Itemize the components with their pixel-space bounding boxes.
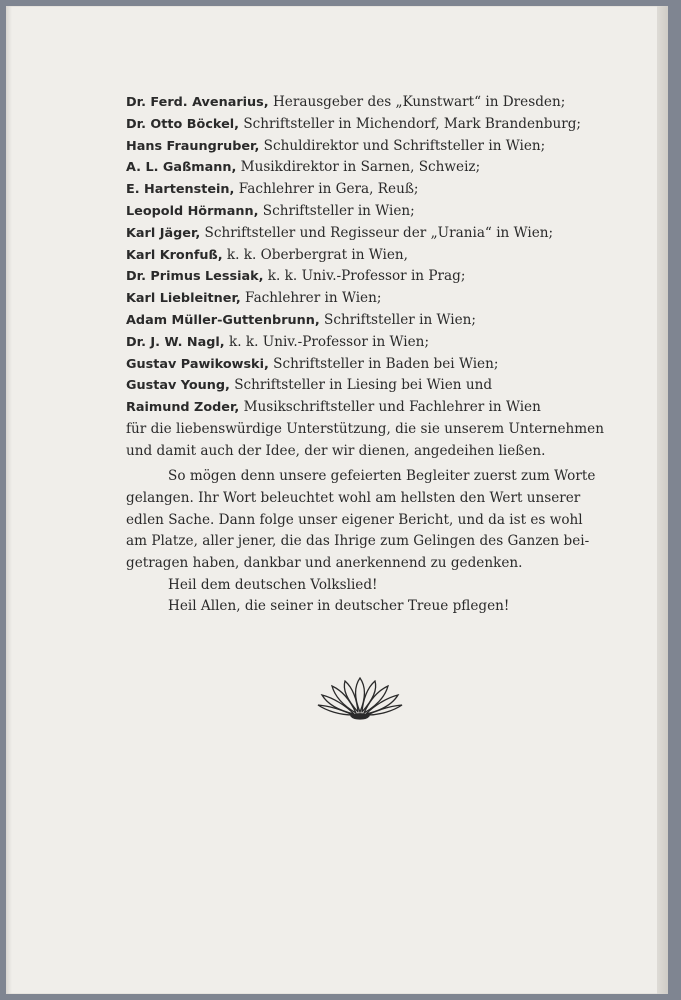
salutation-line <box>126 596 601 618</box>
list-item <box>126 92 601 114</box>
person-name: Karl Kronfuß, <box>126 247 223 263</box>
list-item <box>126 354 601 376</box>
person-name: A. L. Gaßmann, <box>126 160 237 176</box>
line-text: am Platze, aller jener, die das Ihrige zum Gelingen des Ganzen bei- <box>126 533 590 550</box>
person-name: E. Hartenstein, <box>126 182 235 198</box>
person-description: Musikdirektor in Sarnen, Schweiz; <box>236 159 481 176</box>
person-description: k. k. Univ.-Professor in Wien; <box>224 333 430 350</box>
person-description: Schriftsteller und Regisseur der „Urania“ in Wien; <box>200 224 554 241</box>
salutation-line <box>126 575 601 597</box>
person-description: Schriftsteller in Wien; <box>258 202 415 219</box>
person-name: Leopold Hörmann, <box>126 203 259 219</box>
line-text: getragen haben, dankbar und anerkennend zu gedenken. <box>126 555 523 572</box>
person-description: Schuldirektor und Schriftsteller in Wien; <box>259 137 546 154</box>
person-description: Fachlehrer in Wien; <box>240 290 382 307</box>
list-item <box>126 114 601 136</box>
person-name: Karl Jäger, <box>126 225 201 241</box>
list-item <box>126 310 601 332</box>
book-page <box>6 6 668 994</box>
person-name: Dr. Otto Böckel, <box>126 116 240 132</box>
list-item <box>126 245 601 267</box>
list-item <box>126 288 601 310</box>
line-text: für die liebenswürdige Unterstützung, die sie unserem Unternehmen <box>126 420 604 437</box>
list-item <box>126 136 601 158</box>
body-line <box>126 466 641 488</box>
person-name: Dr. Ferd. Avenarius, <box>126 95 269 110</box>
person-description: Schriftsteller in Liesing bei Wien und <box>229 377 493 394</box>
body-line <box>126 419 604 441</box>
list-item <box>126 375 601 397</box>
list-item <box>126 266 601 288</box>
line-text: edlen Sache. Dann folge unser eigener Bericht, und da ist es wohl <box>126 511 583 528</box>
line-text: gelangen. Ihr Wort beleuchtet wohl am hellsten den Wert unserer <box>126 490 581 507</box>
acknowledgement-list <box>126 92 601 419</box>
line-text: So mögen denn unsere gefeierten Begleiter zuerst zum Worte <box>168 468 596 485</box>
person-description: Schriftsteller in Wien; <box>319 311 476 328</box>
person-description: Herausgeber des „Kunstwart“ in Dresden; <box>268 94 566 110</box>
spine-shadow <box>6 6 12 994</box>
person-description: Fachlehrer in Gera, Reuß; <box>234 181 419 198</box>
person-name: Gustav Pawikowski, <box>126 356 269 372</box>
person-description: k. k. Univ.-Professor in Prag; <box>263 268 466 285</box>
line-text: Heil dem deutschen Volkslied! <box>168 576 378 593</box>
line-text: und damit auch der Idee, der wir dienen, angedeihen ließen. <box>126 442 546 459</box>
list-item <box>126 157 601 179</box>
person-name: Dr. J. W. Nagl, <box>126 334 225 350</box>
list-item <box>126 332 601 354</box>
palmette-ornament-icon <box>315 672 405 722</box>
person-name: Dr. Primus Lessiak, <box>126 269 264 285</box>
list-item <box>126 179 601 201</box>
person-name: Hans Fraungruber, <box>126 138 260 154</box>
closing-paragraph <box>126 419 604 462</box>
line-text: Heil Allen, die seiner in deutscher Treue pflegen! <box>168 598 510 615</box>
body-line <box>126 488 599 510</box>
person-name: Adam Müller-Guttenbrunn, <box>126 312 320 328</box>
person-description: k. k. Oberbergrat in Wien, <box>222 246 409 263</box>
person-description: Musikschriftsteller und Fachlehrer in Wien <box>239 399 541 416</box>
invocation-paragraph <box>126 466 601 574</box>
page-edge <box>657 6 668 994</box>
body-line <box>126 531 599 553</box>
list-item <box>126 223 601 245</box>
list-item <box>126 397 601 419</box>
body-line <box>126 553 601 575</box>
text-block <box>126 92 604 618</box>
body-line <box>126 441 601 463</box>
body-line <box>126 510 599 532</box>
person-name: Raimund Zoder, <box>126 400 240 416</box>
list-item <box>126 201 601 223</box>
person-name: Gustav Young, <box>126 378 230 394</box>
person-description: Schriftsteller in Michendorf, Mark Brandenburg; <box>239 115 581 132</box>
person-description: Schriftsteller in Baden bei Wien; <box>268 355 499 372</box>
person-name: Karl Liebleitner, <box>126 291 241 307</box>
